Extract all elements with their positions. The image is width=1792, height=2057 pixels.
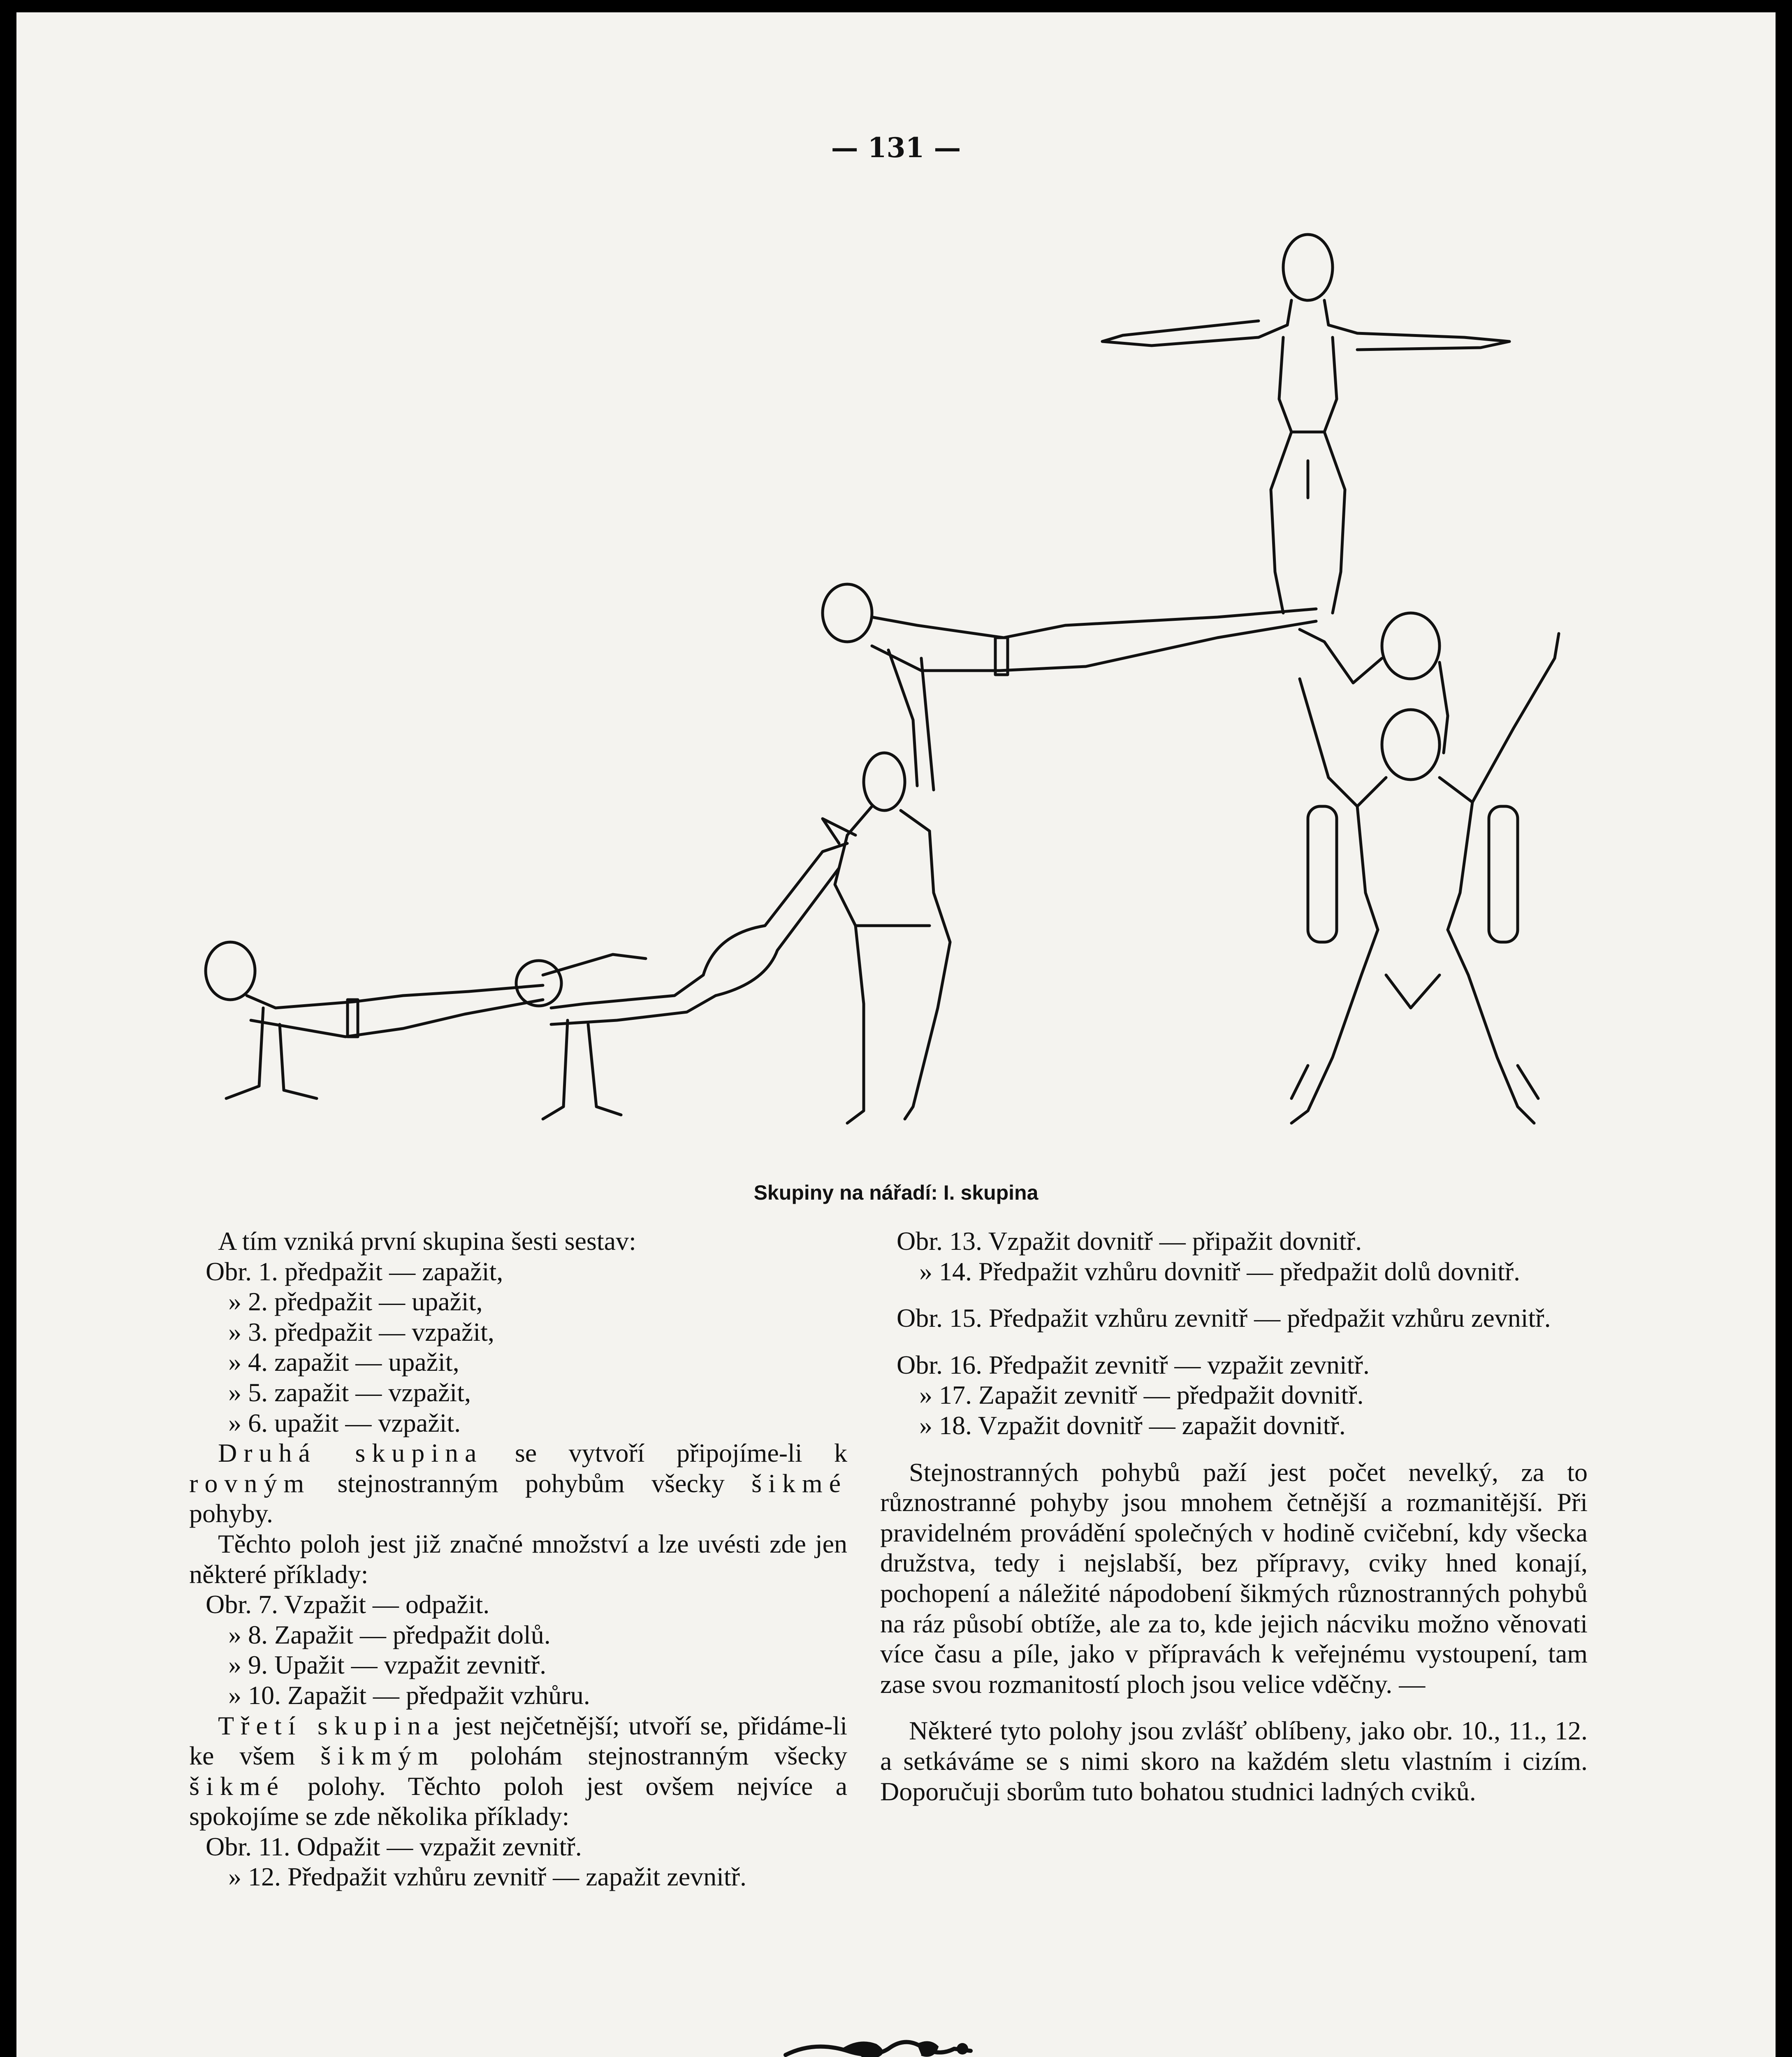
ornament-flourish [781,2032,975,2057]
list-item: » 18. Vzpažit dovnitř — zapažit dovnitř. [919,1410,1346,1440]
figure-caption: Skupiny na nářadí: I. skupina [753,1181,1039,1204]
left-text-column [189,1226,847,1892]
right-text-column [880,1226,1588,1806]
text-span: pohyby. [189,1499,273,1528]
paragraph-second-group [189,1438,847,1529]
list-item: Obr. 16. Předpažit zevnitř — vzpažit zevnitř. [897,1350,1370,1379]
list-item: » 9. Upažit — vzpažit zevnitř. [228,1650,547,1680]
list-item: » 5. zapažit — vzpažit, [228,1377,471,1407]
list-item: » 3. předpažit — vzpažit, [228,1317,494,1347]
intro-paragraph: A tím vzniká první skupina šesti sestav: [218,1226,636,1256]
text-span: se vytvoří připojíme-li k [483,1438,848,1468]
list-item: Obr. 11. Odpažit — vzpažit zevnitř. [206,1832,582,1861]
gymnast-top-figure [1102,234,1509,613]
gymnast-standing-figure [823,753,950,1123]
spaced-term: Třetí skupina [218,1711,446,1740]
paragraph-popular-positions: Některé tyto polohy jsou zvlášť oblíbeny, jako obr. 10., 11., 12. a setkáváme se s nimi skoro na každém sletu vlastním i cizím. Doporučuji sborům tuto bohatou studnici ladných cviků. [880,1716,1588,1806]
document-page [16,12,1776,2057]
list-item: Obr. 1. předpažit — zapažit, [206,1256,503,1286]
list-item: Obr. 15. Předpažit vzhůru zevnitř — předpažit vzhůru zevnitř. [897,1303,1551,1333]
list-item: » 10. Zapažit — předpažit vzhůru. [228,1680,590,1710]
paragraph-symmetric-movements: Stejnostranných pohybů paží jest počet nevelký, za to různostranné pohyby jsou mnohem četnější a rozmanitější. Při pravidelném provádění společných v hodině cvičební, kdy všecka družstva, tedy i nejslabší, bez přípravy, cviky hned konají, pochopení a náležité nápodobení šikmých různostranných pohybů na ráz působí obtíže, ale za to, kde jejich nácviku možno věnovati více času a píle, jako v přípravách k veřejnému vystoupení, tam zase svou rozmanitostí ploch jsou velice vděčny. — [880,1457,1588,1699]
spaced-term: šikmé [189,1771,285,1801]
list-item: » 14. Předpažit vzhůru dovnitř — předpažit dolů dovnitř. [919,1256,1521,1286]
list-item: » 17. Zapažit zevnitř — předpažit dovnitř. [919,1380,1364,1410]
list-item: » 8. Zapažit — předpažit dolů. [228,1620,551,1649]
text-span: polohy. Těchto poloh jest ovšem nejvíce a spokojíme se zde několika příklady: [189,1771,847,1831]
spaced-term: šikmým [320,1741,445,1771]
page-number: — 131 — [831,132,961,164]
paragraph-examples: Těchto poloh jest již značné množství a lze uvésti zde jen některé příklady: [189,1529,847,1589]
text-span: polohám stejnostranným všecky [445,1741,848,1771]
gymnast-plank-figure [516,843,847,1119]
paragraph-third-group [189,1711,847,1832]
spaced-term: šikmé [751,1468,847,1498]
spaced-term: rovným [189,1468,311,1498]
list-item: » 4. zapažit — upažit, [228,1347,459,1377]
list-item: Obr. 7. Vzpažit — odpažit. [206,1590,490,1619]
list-item: Obr. 13. Vzpažit dovnitř — připažit dovnitř. [897,1226,1362,1256]
gymnastics-group-illustration [181,202,1579,1164]
text-span: stejnostranným pohybům všecky [311,1468,752,1498]
list-item: » 12. Předpažit vzhůru zevnitř — zapažit zevnitř. [228,1862,746,1892]
list-item: » 6. upažit — vzpažit. [228,1408,461,1437]
spaced-term: Druhá skupina [218,1438,483,1468]
text-span: jest nejčetnější; utvoří se, přidáme-li ke všem [189,1711,847,1771]
gymnast-pushup-figure [206,942,543,1098]
list-item: » 2. předpažit — upažit, [228,1287,483,1316]
